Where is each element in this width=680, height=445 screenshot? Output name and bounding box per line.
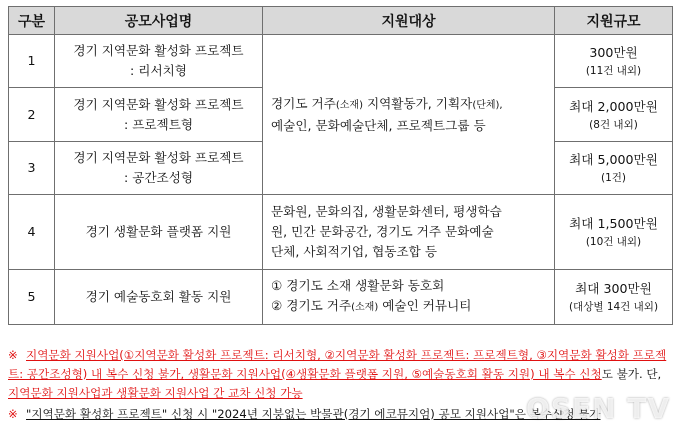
target-row5: ① 경기도 소재 생활문화 동호회 ② 경기도 거주(소재) 예술인 커뮤니티 — [263, 270, 555, 325]
target-row4: 문화원, 문화의집, 생활문화센터, 평생학습 원, 민간 문화공간, 경기도 거주 문화예술 단체, 사회적기업, 협동조합 등 — [263, 195, 555, 270]
target-shared: 경기도 거주(소재) 지역활동가, 기획자(단체), 예술인, 문화예술단체, 프로젝트그룹 등 — [263, 35, 555, 195]
note-museum-restriction: ※ "지역문화 활성화 프로젝트" 신청 시 "2024년 지붕없는 박물관(경기 에코뮤지엄) 공모 지원사업"은 복수신청 불가 — [8, 407, 601, 421]
row-number: 2 — [9, 88, 55, 142]
note-duplicate-application: ※ 지역문화 지원사업(①지역문화 활성화 프로젝트: 리서치형, ②지역문화 활성화 프로젝트: 프로젝트형, ③지역문화 활성화 프로젝트: 공간조성형) 내 복수 신청 불가, 생활문화 지원사업(④생활문화 플랫폼 지원, ⑤예술동호회 활동 지원) 내 복수 신청도 불가. 단, 지역문화 지원사업과 생활문화 지원사업 간 교차 신청 가능 — [8, 348, 667, 400]
amount-cell: 300만원 (11건 내외) — [555, 35, 673, 88]
table-row — [9, 270, 673, 325]
row-number: 3 — [9, 142, 55, 195]
watermark: OSEN TV — [525, 392, 670, 425]
amount-cell: 최대 5,000만원 (1건) — [555, 142, 673, 195]
table-row — [9, 195, 673, 270]
support-program-table — [8, 6, 673, 325]
row-number: 4 — [9, 195, 55, 270]
program-name: 경기 예술동호회 활동 지원 — [55, 270, 263, 325]
table-header-row — [9, 7, 673, 35]
program-name: 경기 지역문화 활성화 프로젝트 : 프로젝트형 — [55, 88, 263, 142]
header-program-name: 공모사업명 — [55, 7, 263, 35]
program-name: 경기 생활문화 플랫폼 지원 — [55, 195, 263, 270]
amount-cell: 최대 1,500만원 (10건 내외) — [555, 195, 673, 270]
program-name: 경기 지역문화 활성화 프로젝트 : 공간조성형 — [55, 142, 263, 195]
table-row — [9, 35, 673, 88]
header-category: 구분 — [9, 7, 55, 35]
amount-cell: 최대 2,000만원 (8건 내외) — [555, 88, 673, 142]
amount-cell: 최대 300만원 (대상별 14건 내외) — [555, 270, 673, 325]
header-target: 지원대상 — [263, 7, 555, 35]
header-amount: 지원규모 — [555, 7, 673, 35]
program-name: 경기 지역문화 활성화 프로젝트 : 리서치형 — [55, 35, 263, 88]
row-number: 1 — [9, 35, 55, 88]
row-number: 5 — [9, 270, 55, 325]
